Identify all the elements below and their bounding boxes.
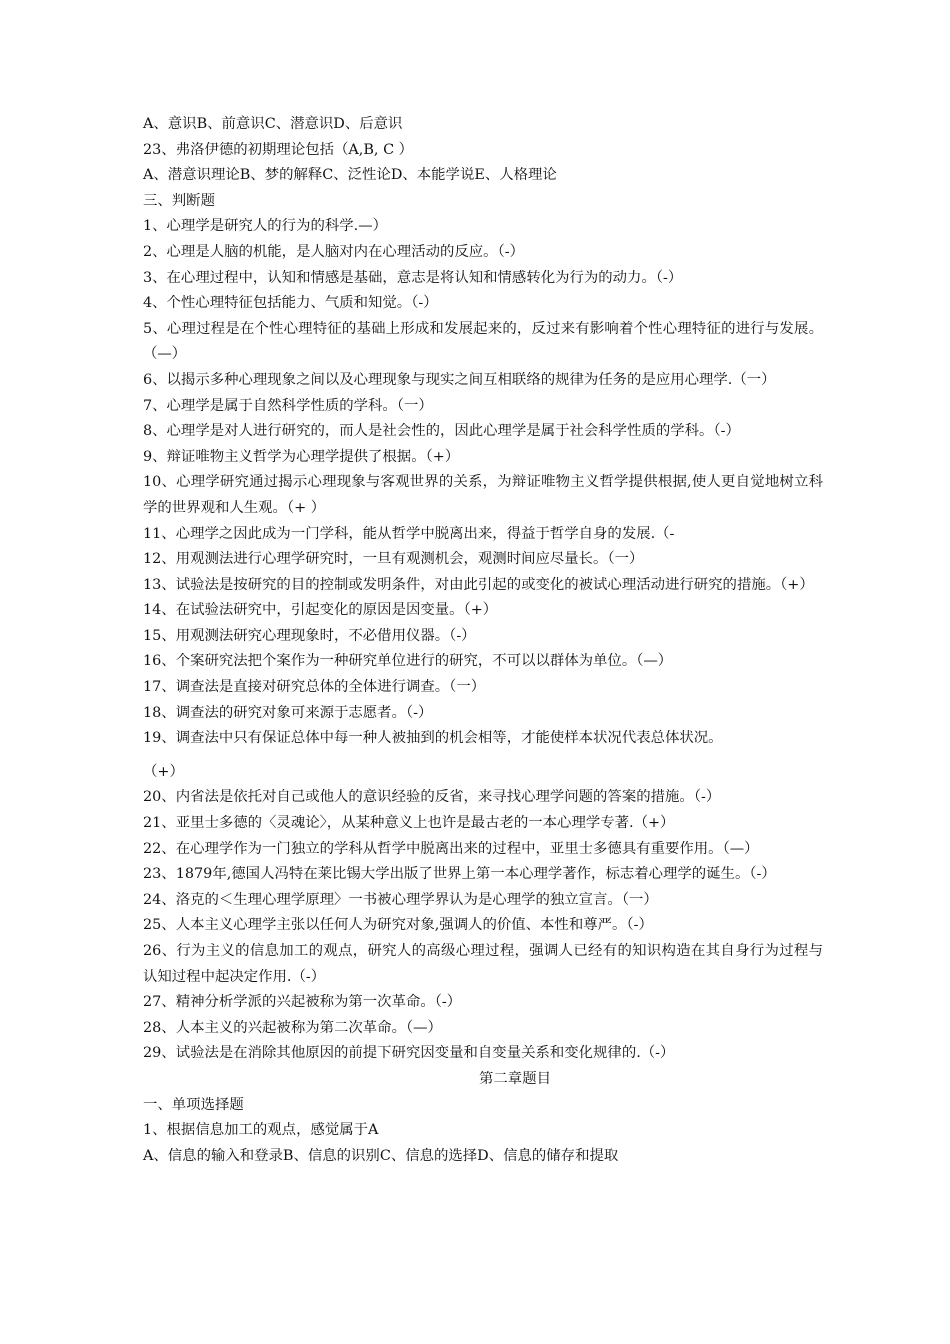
section-heading: 三、判断题 [143,192,215,209]
text-line: 9、辩证唯物主义哲学为心理学提供了根据。（+） [143,448,460,465]
text-line: A、信息的输入和登录B、信息的识别C、信息的选择D、信息的储存和提取 [143,1147,619,1164]
text-line: 11、心理学之因此成为一门学科，能从哲学中脱离出来，得益于哲学自身的发展.（- [143,525,675,542]
section-heading: 一、单项选择题 [143,1096,244,1113]
text-paragraph: 6、以揭示多种心理现象之间以及心理现象与现实之间互相联络的规律为任务的是应用心理学.（一） [143,371,776,388]
text-paragraph: 23、1879年,德国人冯特在莱比锡大学出版了世界上第一本心理学著作，标志着心理学的诞生。（-） [143,866,776,883]
text-line: 12、用观测法进行心理学研究时，一旦有观测机会，观测时间应尽量长。（一） [143,551,644,568]
text-line: 8、心理学是对人进行研究的，而人是社会性的，因此心理学是属于社会科学性质的学科。（-） [143,423,740,440]
text-line: 15、用观测法研究心理现象时，不必借用仪器。（-） [143,627,476,644]
text-line: 20、内省法是依托对自己或他人的意识经验的反省，来寻找心理学问题的答案的措施。（-） [143,789,721,806]
text-line: 24、洛克的＜生理心理学原理〉一书被心理学界认为是心理学的独立宣言。（一） [143,891,658,908]
text-line: 23、弗洛伊德的初期理论包括（A,B, C ） [143,141,414,158]
text-paragraph: 22、在心理学作为一门独立的学科从哲学中脱离出来的过程中，亚里士多德具有重要作用。（—） [143,840,759,857]
text-paragraph: 13、试验法是按研究的目的控制或发明条件，对由此引起的或变化的被试心理活动进行研究的措施。（+） [143,576,814,593]
text-line: 14、在试验法研究中，引起变化的原因是因变量。（+） [143,602,498,619]
text-line: 28、人本主义的兴起被称为第二次革命。（—） [143,1019,442,1036]
text-paragraph: 10、心理学研究通过揭示心理现象与客观世界的关系，为辩证唯物主义哲学提供根据,使人更自觉地树立科学的世界观和人生观。（+ ） [143,474,823,516]
text-line: （+） [143,763,184,780]
text-paragraph: 26、行为主义的信息加工的观点，研究人的高级心理过程，强调人已经有的知识构造在其自身行为过程与认知过程中起决定作用.（-） [143,943,823,985]
text-line: 3、在心理过程中，认知和情感是基础，意志是将认知和情感转化为行为的动力。（-） [143,269,683,286]
chapter-title: 第二章题目 [479,1070,551,1087]
text-line: 2、心理是人脑的机能，是人脑对内在心理活动的反应。（-） [143,243,524,260]
text-line: 7、心理学是属于自然科学性质的学科。（一） [143,397,433,414]
text-line: 4、个性心理特征包括能力、气质和知觉。（-） [143,295,438,312]
text-line: 21、亚里士多德的〈灵魂论〉，从某种意义上也许是最古老的一本心理学专著.（+） [143,815,675,832]
text-line: 1、心理学是研究人的行为的科学.—） [143,218,387,235]
text-line: 18、调查法的研究对象可来源于志愿者。（-） [143,704,433,721]
text-line: 19、调查法中只有保证总体中每一种人被抽到的机会相等，才能使样本状况代表总体状况。 [143,730,723,747]
text-line: 1、根据信息加工的观点，感觉属于A [143,1122,379,1139]
text-line: 25、人本主义心理学主张以任何人为研究对象,强调人的价值、本性和尊严。（-） [143,917,653,934]
text-line: 29、试验法是在消除其他原因的前提下研究因变量和自变量关系和变化规律的.（-） [143,1045,675,1062]
text-paragraph: 5、心理过程是在个性心理特征的基础上形成和发展起来的，反过来有影响着个性心理特征的进行与发展。（—） [143,320,823,363]
text-line: 17、调查法是直接对研究总体的全体进行调查。（一） [143,679,486,696]
document-body [143,112,823,1169]
text-line: A、潜意识理论B、梦的解释C、泛性论D、本能学说E、人格理论 [143,167,557,184]
text-line: 27、精神分析学派的兴起被称为第一次革命。（-） [143,994,462,1011]
text-line: 16、个案研究法把个案作为一种研究单位进行的研究，不可以以群体为单位。（—） [143,653,673,670]
text-line: A、意识B、前意识C、潜意识D、后意识 [143,116,403,132]
